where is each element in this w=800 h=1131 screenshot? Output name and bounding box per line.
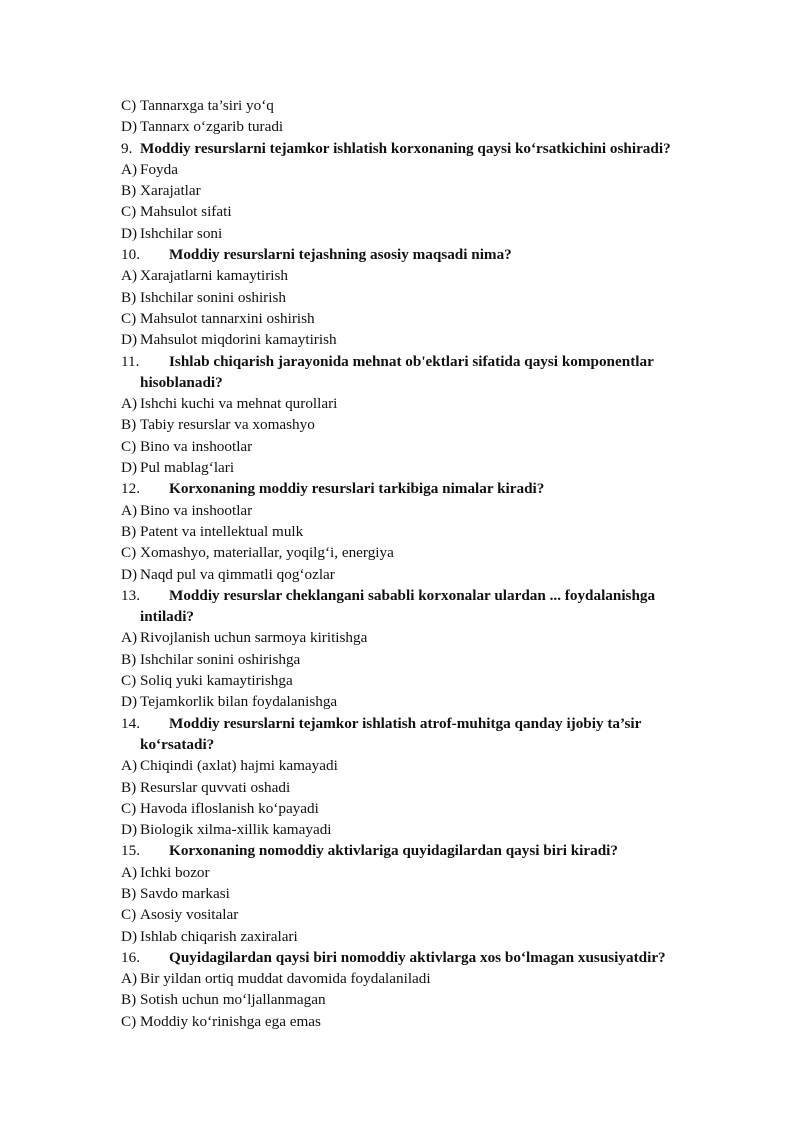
- question-text: Korxonaning nomoddiy aktivlariga quyidagilardan qaysi biri kiradi?: [169, 842, 618, 860]
- question-number: 16.: [121, 948, 140, 966]
- option-text: Tejamkorlik bilan foydalanishga: [140, 693, 338, 711]
- option-letter: C): [121, 203, 137, 221]
- option-letter: A): [121, 970, 138, 988]
- option-text: Mahsulot tannarxini oshirish: [140, 309, 315, 327]
- option-letter: B): [121, 182, 137, 200]
- answer-option: [121, 904, 721, 925]
- option-letter: B): [121, 288, 137, 306]
- question-title: [121, 840, 721, 861]
- answer-option: [121, 180, 721, 201]
- answer-option: [121, 798, 721, 819]
- question-text: Moddiy resurslar cheklangani sababli korxonalar ulardan ... foydalanishga: [169, 586, 656, 604]
- answer-option: [121, 308, 721, 329]
- answer-option: [121, 755, 721, 776]
- option-text: Xomashyo, materiallar, yoqilg‘i, energiya: [140, 544, 394, 562]
- option-text: Tabiy resurslar va xomashyo: [140, 416, 315, 434]
- option-text: Rivojlanish uchun sarmoya kiritishga: [140, 629, 368, 647]
- option-text: Sotish uchun mo‘ljallanmagan: [140, 991, 326, 1009]
- option-text: Resurslar quvvati oshadi: [140, 778, 291, 796]
- answer-option: [121, 883, 721, 904]
- question-title: [121, 947, 721, 968]
- answer-option: [121, 819, 721, 840]
- option-text: Chiqindi (axlat) hajmi kamayadi: [140, 757, 338, 775]
- question-title: [121, 244, 721, 265]
- question-text: Moddiy resurslarni tejamkor ishlatish atrof-muhitga qanday ijobiy ta’sir: [169, 714, 642, 732]
- option-letter: A): [121, 395, 138, 413]
- option-letter: C): [121, 672, 137, 690]
- option-text: Naqd pul va qimmatli qog‘ozlar: [140, 565, 335, 583]
- question-number: 12.: [121, 480, 140, 498]
- option-letter: A): [121, 501, 138, 519]
- answer-option: [121, 989, 721, 1010]
- option-letter: C): [121, 906, 137, 924]
- question-number: 14.: [121, 714, 140, 732]
- option-letter: D): [121, 224, 138, 242]
- option-text: Mahsulot sifati: [140, 203, 232, 221]
- answer-option: [121, 457, 721, 478]
- answer-option: [121, 201, 721, 222]
- option-text: Ishchilar soni: [140, 224, 223, 242]
- option-text: Bino va inshootlar: [140, 501, 253, 519]
- question-text-continued: ko‘rsatadi?: [140, 735, 215, 753]
- option-letter: B): [121, 650, 137, 668]
- option-letter: D): [121, 927, 138, 945]
- answer-option: [121, 691, 721, 712]
- option-letter: D): [121, 821, 138, 839]
- answer-option: [121, 287, 721, 308]
- option-letter: B): [121, 416, 137, 434]
- answer-option: [121, 159, 721, 180]
- answer-option: [121, 521, 721, 542]
- option-letter: C): [121, 544, 137, 562]
- answer-option: [121, 414, 721, 435]
- option-letter: A): [121, 863, 138, 881]
- option-letter: B): [121, 522, 137, 540]
- answer-option: [121, 968, 721, 989]
- option-text: Soliq yuki kamaytirishga: [140, 672, 293, 690]
- option-letter: A): [121, 629, 138, 647]
- answer-option: [121, 95, 721, 116]
- question-title: [121, 713, 721, 734]
- question-text-continued: hisoblanadi?: [140, 373, 223, 391]
- option-letter: C): [121, 799, 137, 817]
- question-block: [121, 478, 721, 584]
- question-text: Quyidagilardan qaysi biri nomoddiy aktivlarga xos bo‘lmagan xususiyatdir?: [169, 948, 666, 966]
- question-number: 15.: [121, 842, 140, 860]
- option-text: Bir yildan ortiq muddat davomida foydalaniladi: [140, 970, 431, 988]
- answer-option: [121, 329, 721, 350]
- option-text: Foyda: [140, 160, 178, 178]
- answer-option: [121, 777, 721, 798]
- answer-option: [121, 627, 721, 648]
- question-block: [121, 138, 721, 244]
- question-number: 9.: [121, 139, 133, 157]
- option-letter: A): [121, 757, 138, 775]
- answer-option: [121, 926, 721, 947]
- answer-option: [121, 265, 721, 286]
- question-text: Moddiy resurslarni tejamkor ishlatish korxonaning qaysi ko‘rsatkichini oshiradi?: [140, 139, 671, 157]
- option-text: Bino va inshootlar: [140, 437, 253, 455]
- option-text: Xarajatlar: [140, 182, 201, 200]
- question-text: Korxonaning moddiy resurslari tarkibiga nimalar kiradi?: [169, 480, 545, 498]
- option-text: Ishchilar sonini oshirishga: [140, 650, 301, 668]
- option-letter: A): [121, 267, 138, 285]
- answer-option: [121, 649, 721, 670]
- answer-option: [121, 223, 721, 244]
- option-letter: D): [121, 118, 138, 136]
- quiz-document: [121, 95, 721, 1032]
- answer-option: [121, 116, 721, 137]
- option-text: Ishchilar sonini oshirish: [140, 288, 286, 306]
- question-number: 13.: [121, 586, 140, 604]
- question-text: Moddiy resurslarni tejashning asosiy maqsadi nima?: [169, 246, 512, 264]
- option-letter: B): [121, 991, 137, 1009]
- option-text: Mahsulot miqdorini kamaytirish: [140, 331, 337, 349]
- question-number: 11.: [121, 352, 140, 370]
- option-letter: C): [121, 309, 137, 327]
- question-text: Ishlab chiqarish jarayonida mehnat ob'ektlari sifatida qaysi komponentlar: [169, 352, 654, 370]
- option-text: Xarajatlarni kamaytirish: [140, 267, 289, 285]
- option-text: Havoda ifloslanish ko‘payadi: [140, 799, 319, 817]
- option-letter: D): [121, 331, 138, 349]
- question-block: [121, 351, 721, 479]
- option-letter: B): [121, 778, 137, 796]
- option-text: Ishlab chiqarish zaxiralari: [140, 927, 298, 945]
- option-letter: D): [121, 459, 138, 477]
- option-text: Moddiy ko‘rinishga ega emas: [140, 1012, 321, 1030]
- question-number: 10.: [121, 246, 140, 264]
- option-text: Ishchi kuchi va mehnat qurollari: [140, 395, 338, 413]
- option-letter: C): [121, 1012, 137, 1030]
- question-title: [121, 351, 721, 372]
- option-letter: D): [121, 565, 138, 583]
- option-text: Asosiy vositalar: [140, 906, 239, 924]
- option-text: Pul mablag‘lari: [140, 459, 235, 477]
- option-letter: A): [121, 160, 138, 178]
- question-title: [121, 585, 721, 606]
- answer-option: [121, 1011, 721, 1032]
- answer-option: [121, 500, 721, 521]
- answer-option: [121, 436, 721, 457]
- option-letter: D): [121, 693, 138, 711]
- question-block: [121, 947, 721, 1032]
- question-text-continued: intiladi?: [140, 608, 195, 626]
- option-text: Ichki bozor: [140, 863, 210, 881]
- option-letter: C): [121, 437, 137, 455]
- option-letter: B): [121, 884, 137, 902]
- option-text: Savdo markasi: [140, 884, 230, 902]
- answer-option: [121, 862, 721, 883]
- answer-option: [121, 393, 721, 414]
- option-letter: C): [121, 97, 137, 114]
- answer-option: [121, 564, 721, 585]
- question-block: [121, 840, 721, 946]
- question-block: [121, 713, 721, 841]
- question-title: [121, 138, 721, 159]
- option-text: Patent va intellektual mulk: [140, 522, 304, 540]
- option-text: Tannarx o‘zgarib turadi: [140, 118, 284, 136]
- answer-option: [121, 542, 721, 563]
- question-block: [121, 244, 721, 350]
- option-text: Tannarxga ta’siri yo‘q: [140, 97, 274, 114]
- question-title: [121, 478, 721, 499]
- answer-option: [121, 670, 721, 691]
- option-text: Biologik xilma-xillik kamayadi: [140, 821, 332, 839]
- question-block: [121, 585, 721, 713]
